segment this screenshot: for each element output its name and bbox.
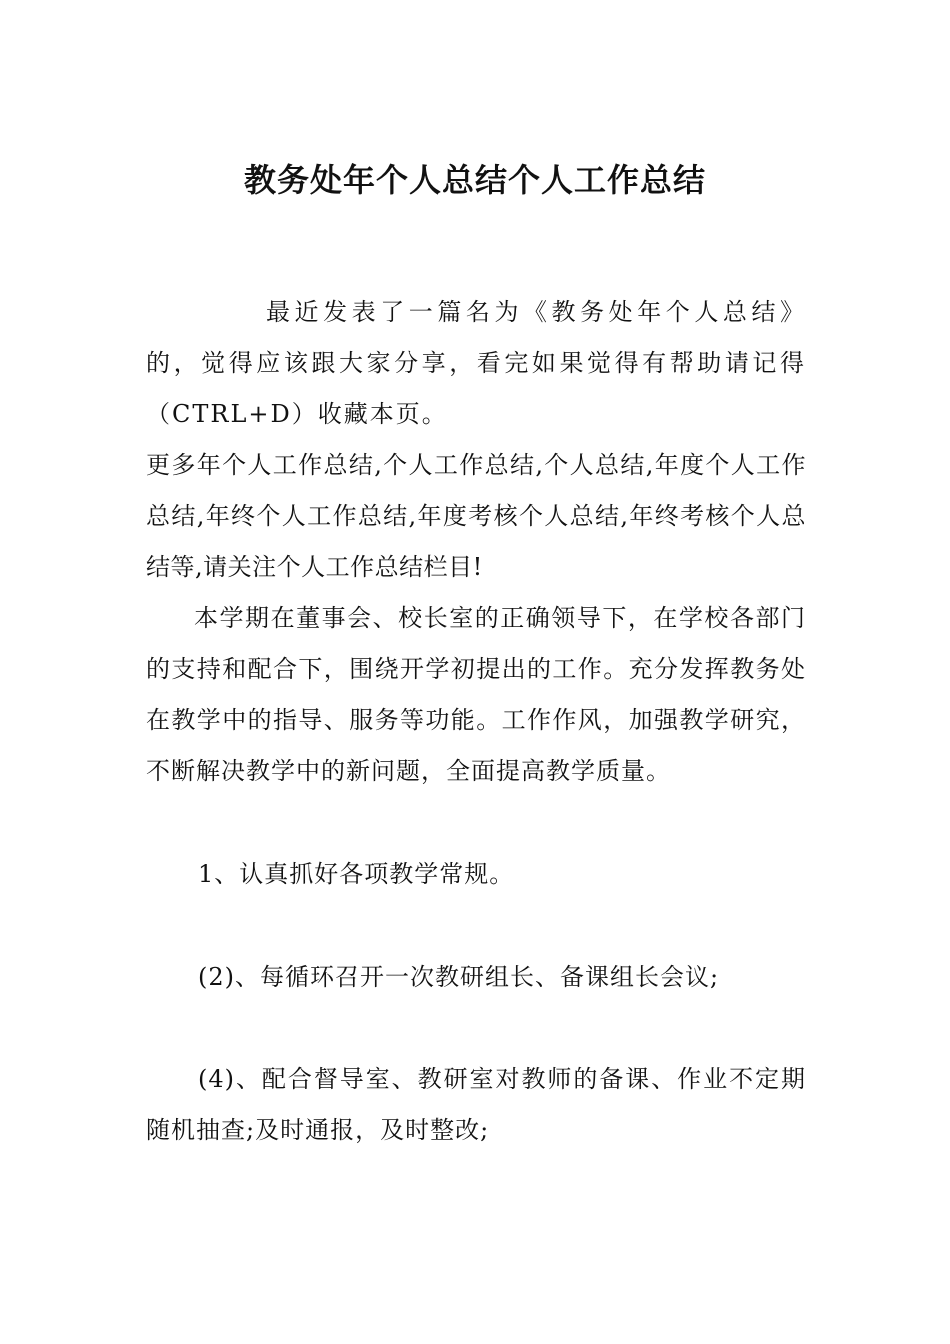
related-topics-paragraph: 更多年个人工作总结,个人工作总结,个人总结,年度个人工作总结,年终个人工作总结,年度考核个人总结,年终考核个人总结等,请关注个人工作总结栏目!	[146, 451, 806, 581]
list-item-4: (4)、配合督导室、教研室对教师的备课、作业不定期随机抽查;及时通报，及时整改;	[146, 1065, 806, 1144]
intro-paragraph: 最近发表了一篇名为《教务处年个人总结》的，觉得应该跟大家分享，看完如果觉得有帮助请记得（CTRL+D）收藏本页。	[146, 298, 806, 428]
list-item-2: (2)、每循环召开一次教研组长、备课组长会议;	[198, 963, 720, 991]
document-body	[146, 287, 806, 1156]
summary-paragraph: 本学期在董事会、校长室的正确领导下，在学校各部门的支持和配合下，围绕开学初提出的工作。充分发挥教务处在教学中的指导、服务等功能。工作作风，加强教学研究，不断解决教学中的新问题，全面提高教学质量。	[146, 604, 806, 785]
document-title: 教务处年个人总结个人工作总结	[243, 161, 706, 199]
list-item-1: 1、认真抓好各项教学常规。	[198, 860, 515, 888]
